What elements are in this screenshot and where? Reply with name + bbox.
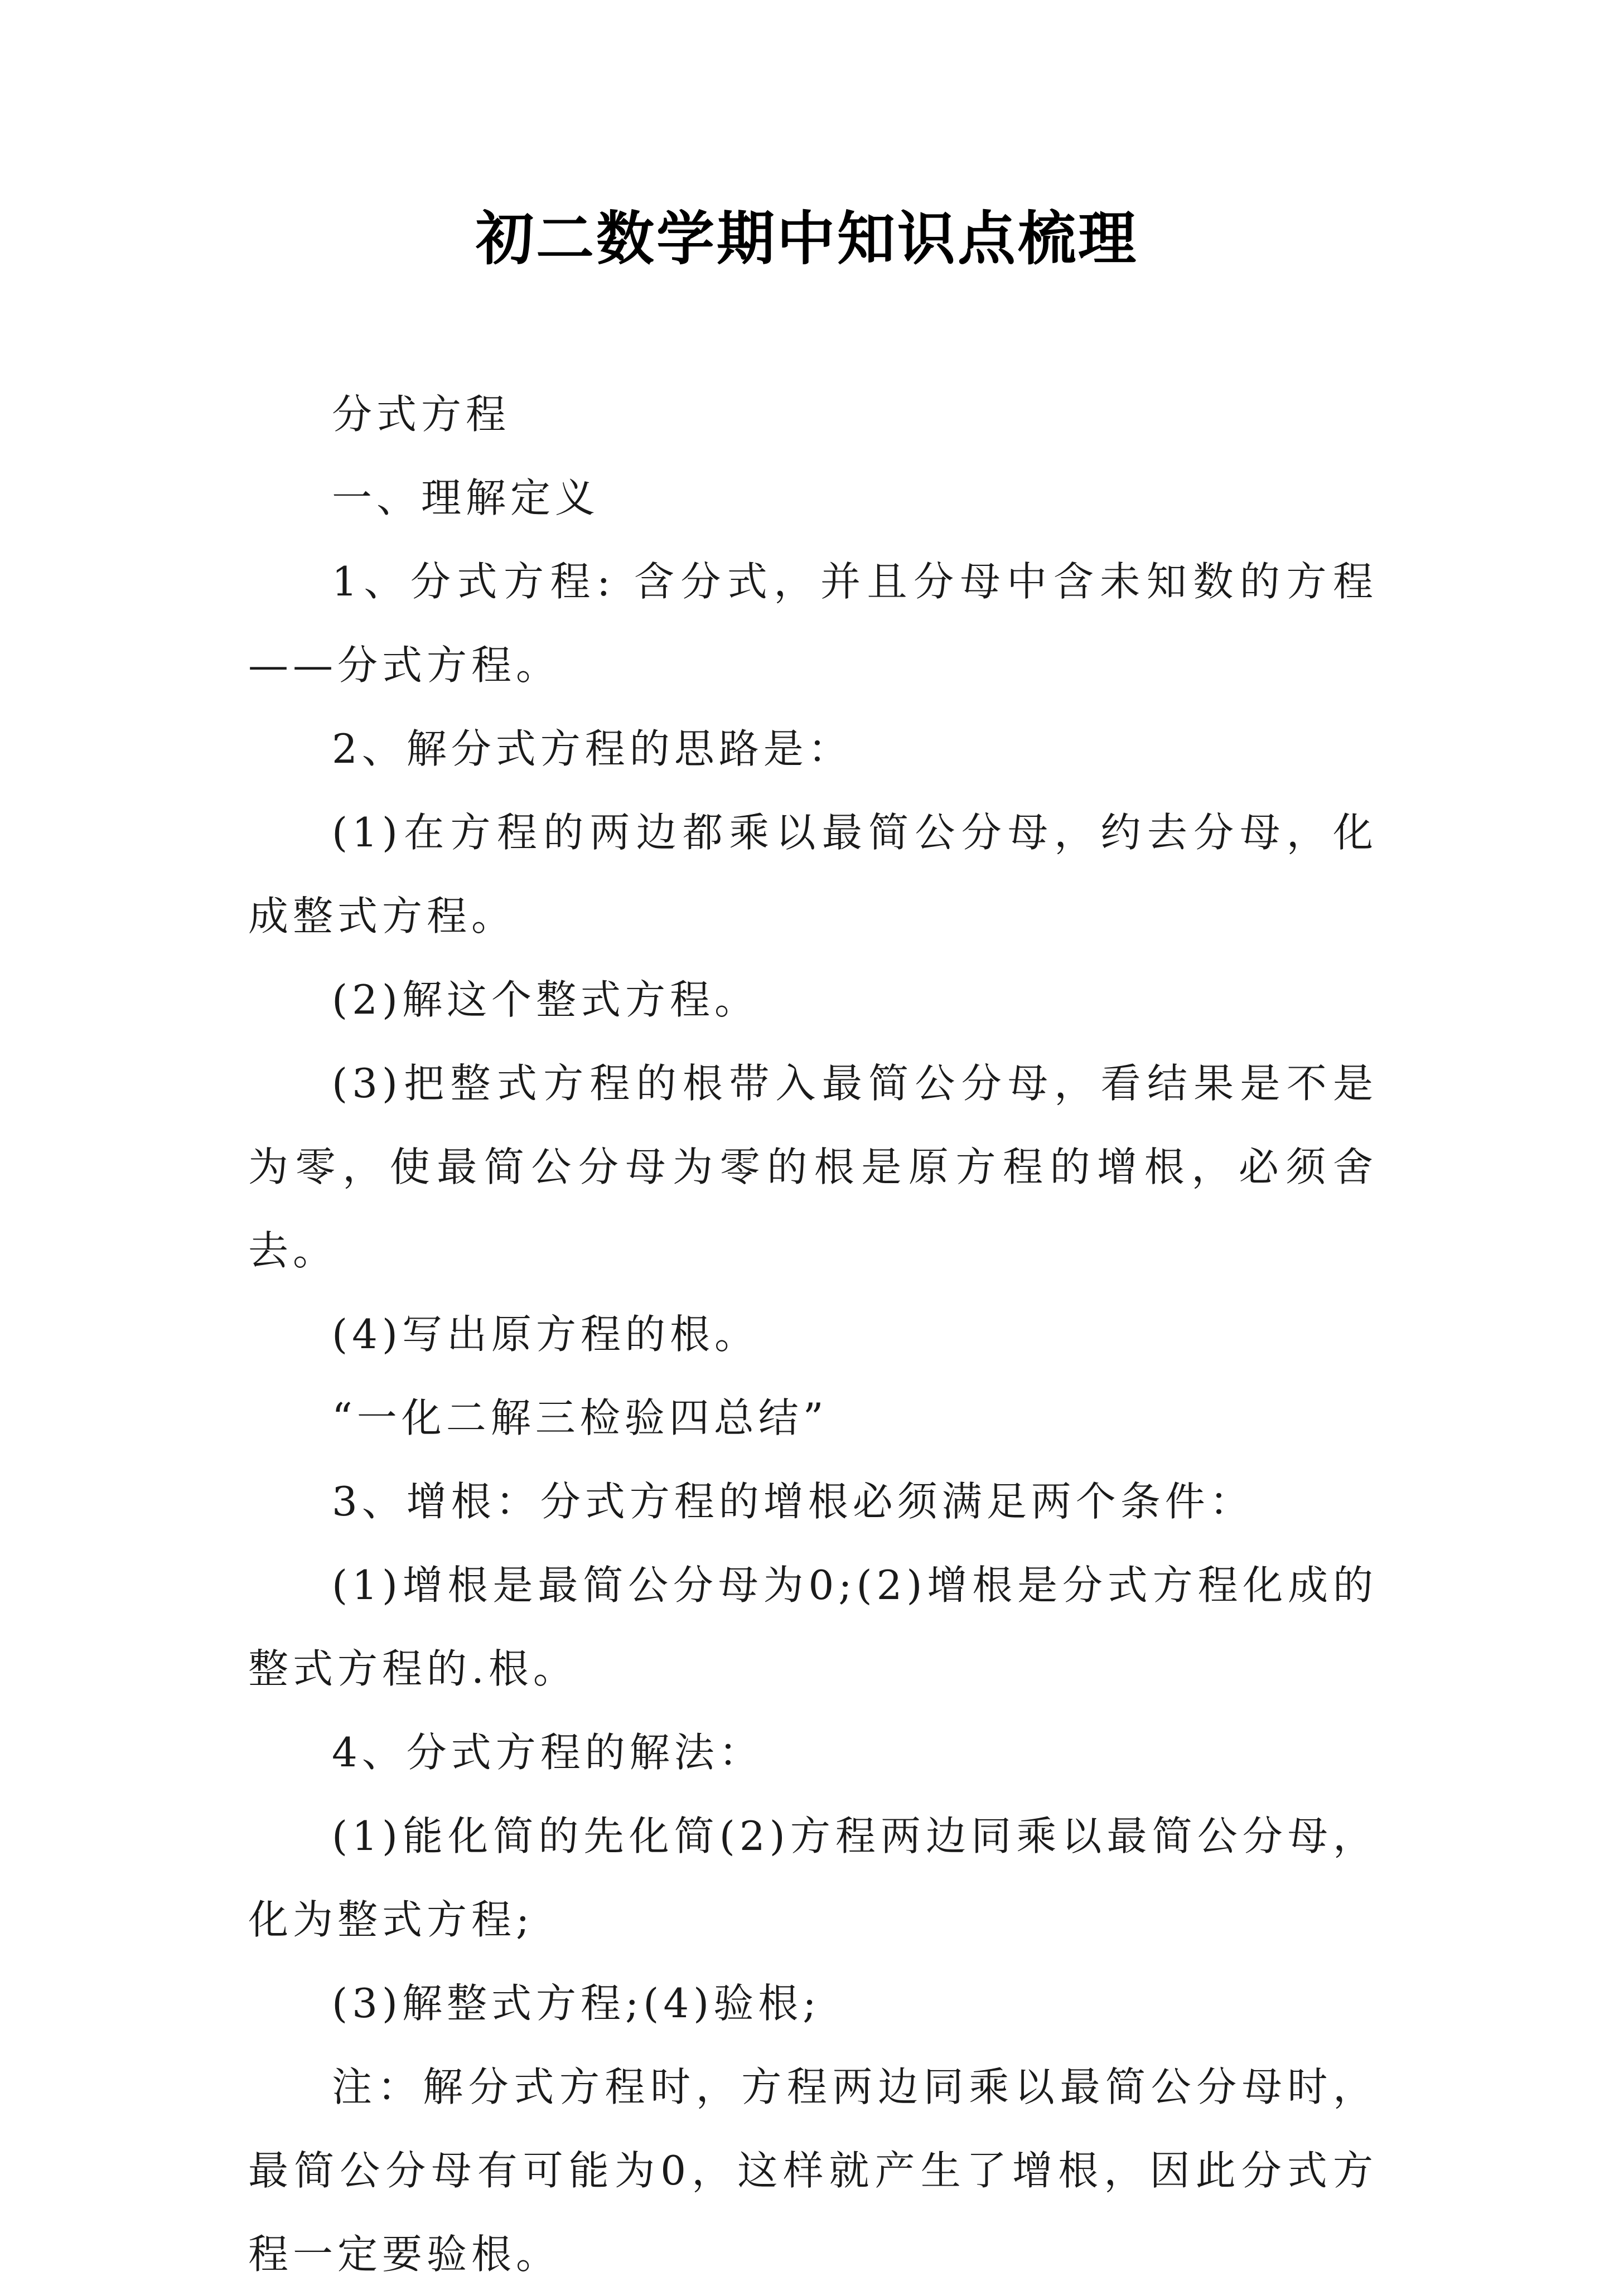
paragraph: (3)把整式方程的根带入最简公分母，看结果是不是为零，使最简公分母为零的根是原方程的增根，必须舍去。 (248, 1060, 1378, 1274)
paragraph: “一化二解三检验四总结” (332, 1394, 828, 1441)
paragraph: (2)解这个整式方程。 (332, 976, 759, 1023)
paragraph: (3)解整式方程;(4)验根; (332, 1980, 821, 2027)
paragraph: (4)写出原方程的根。 (332, 1311, 759, 1358)
paragraph: 3、增根：分式方程的增根必须满足两个条件： (332, 1478, 1254, 1525)
paragraph: 1、分式方程: 含分式，并且分母中含未知数的方程——分式方程。 (248, 558, 1378, 689)
paragraph: 2、解分式方程的思路是： (332, 725, 853, 772)
paragraph: (1)增根是最简公分母为0;(2)增根是分式方程化成的整式方程的.根。 (248, 1562, 1378, 1692)
paragraph: 4、分式方程的解法： (332, 1729, 763, 1776)
paragraph: (1)在方程的两边都乘以最简公分母，约去分母，化成整式方程。 (248, 809, 1378, 939)
paragraph: 注：解分式方程时，方程两边同乘以最简公分母时，最简公分母有可能为0，这样就产生了增根，因此分式方程一定要验根。 (248, 2064, 1378, 2278)
document-body (248, 372, 1378, 2296)
paragraph: (1)能化简的先化简(2)方程两边同乘以最简公分母，化为整式方程; (248, 1813, 1378, 1943)
section-heading: 分式方程 (332, 391, 511, 438)
document-title: 初二数学期中知识点梳理 (475, 204, 1138, 273)
subsection-heading: 一、理解定义 (332, 474, 600, 521)
